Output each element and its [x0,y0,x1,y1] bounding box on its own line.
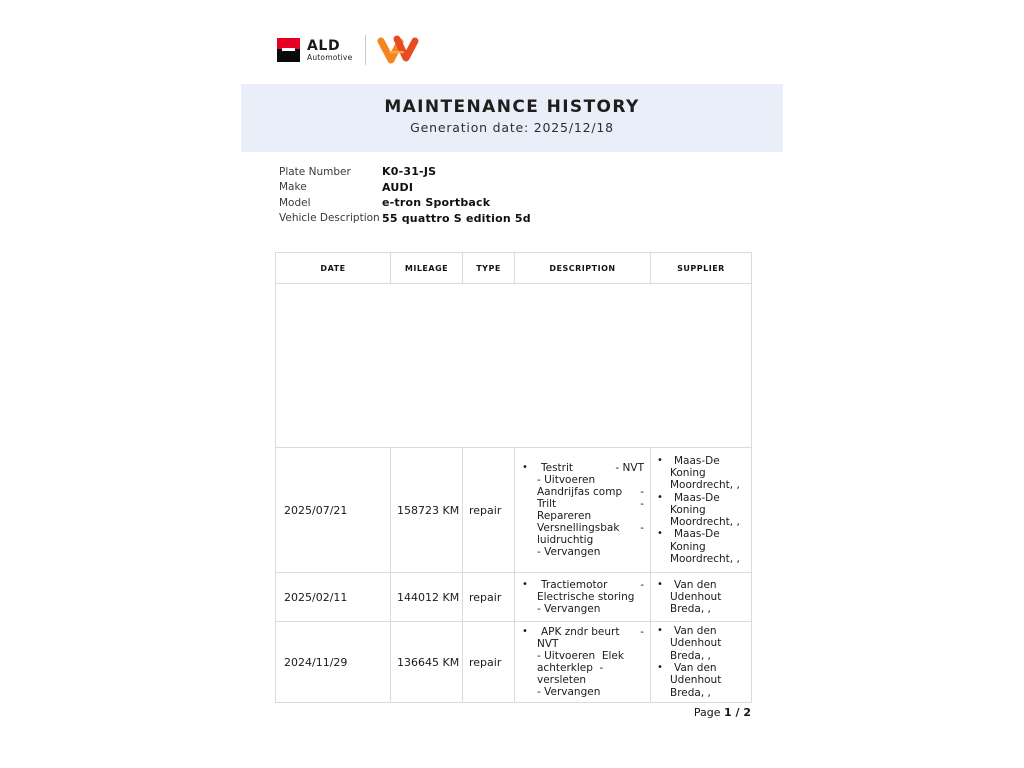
bullet-icon: • [657,578,663,590]
table-row [276,448,752,573]
field-value: K0-31-JS [382,165,437,179]
supplier-line: Breda, , [670,603,711,616]
empty-row [276,284,752,448]
description-line: versleten [537,674,587,686]
supplier-item [657,492,747,529]
bullet-icon: • [657,491,663,503]
supplier-line: Breda, , [670,649,711,662]
supplier-line: Udenhout [670,637,722,650]
description-line: Repareren [537,510,592,522]
supplier-line: Moordrecht, , [670,479,740,492]
description-line: Electrische storing [537,591,635,603]
vehicle-field-description [279,211,531,227]
type-cell: repair [463,448,515,573]
page-number: 1 / 2 [724,706,751,719]
maintenance-table-wrap [275,252,751,703]
generation-date: Generation date: 2025/12/18 [410,120,614,135]
bullet-icon: • [657,662,663,673]
supplier-item [657,528,747,565]
bullet-icon: • [657,625,663,637]
supplier-line: Moordrecht, , [670,553,740,566]
description-line: Testrit - NVT [541,462,644,474]
title-banner [241,84,783,152]
mileage-cell: 158723 KM [391,448,463,573]
supplier-line: Van den [674,578,717,591]
column-header-date: DATE [276,253,391,284]
description-line: Tractiemotor - [541,579,644,591]
description-line: - Vervangen [537,546,601,558]
table-header [276,253,752,284]
date-cell: 2025/07/21 [276,448,391,573]
supplier-line: Maas-De [674,528,720,541]
bullet-icon: • [522,626,528,637]
mileage-cell: 136645 KM [391,622,463,703]
supplier-line: Udenhout [670,590,722,603]
description-line: Versnellingsbak - [537,522,644,534]
supplier-line: Koning [670,540,706,553]
description-cell [515,573,651,622]
ald-logo [277,38,352,62]
ald-square-icon [277,38,300,62]
description-cell [515,448,651,573]
field-label: Make [279,181,307,194]
supplier-item [657,455,747,492]
supplier-item [657,662,747,699]
column-header-supplier: SUPPLIER [651,253,752,284]
mileage-cell: 144012 KM [391,573,463,622]
description-cell [515,622,651,703]
column-header-type: TYPE [463,253,515,284]
supplier-item [657,625,747,662]
supplier-line: Koning [670,503,706,516]
supplier-line: Maas-De [674,454,720,467]
ald-logo-name: ALD [307,38,341,54]
field-label: Plate Number [279,165,351,178]
date-cell: 2024/11/29 [276,622,391,703]
supplier-line: Van den [674,625,717,638]
logo-divider [365,35,366,65]
column-header-mileage: MILEAGE [391,253,463,284]
description-line: Trilt - [537,498,644,510]
supplier-line: Breda, , [670,686,711,699]
description-line: Aandrijfas comp - [537,486,644,498]
table-row [276,573,752,622]
page-label: Page [693,706,721,719]
description-line: APK zndr beurt - [541,626,644,638]
ald-logo-subtitle: Automotive [307,53,353,62]
field-value: e-tron Sportback [382,196,491,210]
vehicle-field-plate [279,164,531,180]
supplier-cell [651,622,752,703]
maintenance-table [275,252,752,703]
bullet-icon: • [657,454,663,466]
description-line: - Uitvoeren [537,474,596,486]
field-value: 55 quattro S edition 5d [382,211,531,225]
field-value: AUDI [382,180,414,194]
bullet-icon: • [522,579,528,590]
bullet-icon: • [657,528,663,540]
supplier-cell [651,448,752,573]
supplier-line: Van den [674,662,717,674]
type-cell: repair [463,573,515,622]
supplier-cell [651,573,752,622]
vehicle-field-make [279,180,531,196]
description-line: luidruchtig [537,534,594,546]
supplier-line: Moordrecht, , [670,516,740,529]
orange-w-logo-icon [375,34,421,66]
supplier-line: Udenhout [670,674,722,687]
description-line: - Vervangen [537,686,601,698]
supplier-item [657,579,747,616]
brand-header [277,34,421,66]
supplier-line: Koning [670,466,706,479]
description-line: - Uitvoeren Elek [537,650,624,662]
description-line: - Vervangen [537,603,601,615]
column-header-description: DESCRIPTION [515,253,651,284]
field-label: Vehicle Description [279,212,380,225]
supplier-line: Maas-De [674,491,720,504]
field-label: Model [279,196,311,209]
table-row [276,622,752,703]
date-cell: 2025/02/11 [276,573,391,622]
page-title: MAINTENANCE HISTORY [384,97,640,117]
description-line: NVT [537,638,559,650]
vehicle-field-model [279,195,531,211]
page-indicator [694,706,751,719]
bullet-icon: • [522,462,528,473]
type-cell: repair [463,622,515,703]
vehicle-info [279,164,531,226]
description-line: achterklep - [537,662,604,674]
